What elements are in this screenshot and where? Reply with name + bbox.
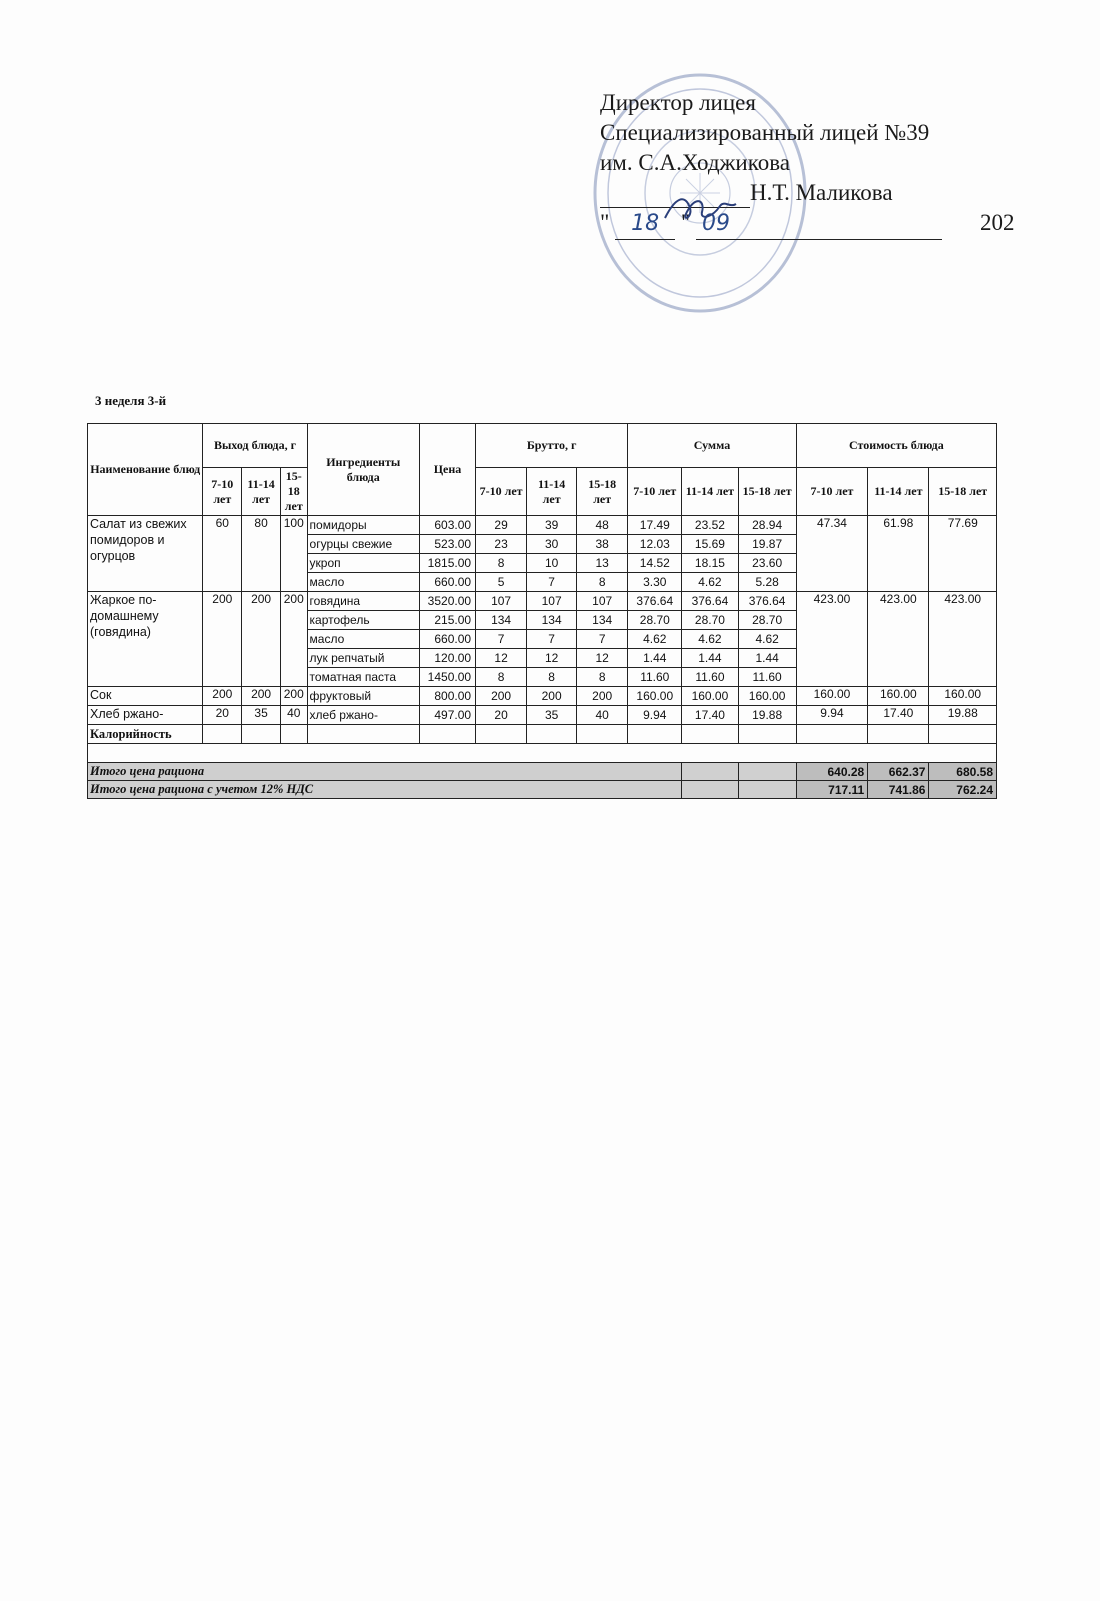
ingredient-name: говядина [307,592,419,611]
ingredient-sum: 376.64 [628,592,682,611]
header-sum-age: 11-14 лет [682,468,738,516]
empty-cell [628,725,682,744]
calories-label: Калорийность [88,725,203,744]
empty-cell [476,725,527,744]
ingredient-sum: 4.62 [682,630,738,649]
week-title: 3 неделя 3-й [95,393,167,408]
ingredient-price: 120.00 [419,649,475,668]
table-subheader-row [88,468,997,516]
ingredient-sum: 1.44 [738,649,796,668]
dish-yield: 200 [281,687,308,706]
total-label: Итого цена рациона с учетом 12% НДС [88,781,682,799]
ingredient-brutto: 134 [577,611,628,630]
ingredient-sum: 3.30 [628,573,682,592]
header-yield-age: 15-18 лет [281,468,308,516]
ingredient-brutto: 200 [527,687,577,706]
total-row [88,763,997,781]
ingredient-sum: 11.60 [628,668,682,687]
date-month: 09 [696,209,942,240]
table-row [88,687,997,706]
header-cost-age: 15-18 лет [929,468,997,516]
ingredient-sum: 28.94 [738,516,796,535]
empty-cell [796,725,867,744]
ingredient-name: фруктовый [307,687,419,706]
dish-cost: 77.69 [929,516,997,592]
dish-yield: 60 [203,516,242,592]
empty-cell [419,725,475,744]
ingredient-brutto: 5 [476,573,527,592]
ingredient-brutto: 8 [476,668,527,687]
date-year: 202 [980,210,1015,235]
dish-name: Хлеб ржано- [88,706,203,725]
empty-cell [527,725,577,744]
ingredient-sum: 17.49 [628,516,682,535]
table-row [88,706,997,725]
ingredient-price: 523.00 [419,535,475,554]
ingredient-sum: 17.40 [682,706,738,725]
header-ingredients: Ингредиенты блюда [307,424,419,516]
school-named-after: им. С.А.Ходжикова [600,150,790,175]
ingredient-brutto: 107 [577,592,628,611]
dish-yield: 200 [203,592,242,687]
ingredient-brutto: 134 [527,611,577,630]
ingredient-brutto: 134 [476,611,527,630]
ingredient-price: 1450.00 [419,668,475,687]
empty-cell [577,725,628,744]
menu-table [87,423,997,799]
empty-cell [738,725,796,744]
ingredient-brutto: 10 [527,554,577,573]
dish-yield: 80 [242,516,281,592]
ingredient-sum: 4.62 [628,630,682,649]
ingredient-brutto: 8 [476,554,527,573]
header-sum-age: 7-10 лет [628,468,682,516]
ingredient-price: 3520.00 [419,592,475,611]
empty-cell [868,725,929,744]
empty-cell [88,744,997,763]
ingredient-price: 215.00 [419,611,475,630]
dish-yield: 100 [281,516,308,592]
ingredient-name: помидоры [307,516,419,535]
dish-yield: 35 [242,706,281,725]
dish-yield: 20 [203,706,242,725]
ingredient-sum: 12.03 [628,535,682,554]
header-cost: Стоимость блюда [796,424,996,468]
ingredient-brutto: 38 [577,535,628,554]
header-yield: Выход блюда, г [203,424,307,468]
ingredient-brutto: 20 [476,706,527,725]
ingredient-price: 660.00 [419,630,475,649]
date-quote-open: " [600,210,610,235]
table-row [88,516,997,535]
total-label: Итого цена рациона [88,763,682,781]
empty-cell [682,725,738,744]
total-value: 640.28 [796,763,867,781]
ingredient-sum: 160.00 [738,687,796,706]
ingredient-name: томатная паста [307,668,419,687]
ingredient-sum: 11.60 [682,668,738,687]
header-brutto-age: 11-14 лет [527,468,577,516]
total-value: 680.58 [929,763,997,781]
ingredient-brutto: 107 [527,592,577,611]
dish-cost: 61.98 [868,516,929,592]
school-name: Специализированный лицей №39 [600,120,930,145]
date-quote-close: " [680,210,691,235]
ingredient-sum: 14.52 [628,554,682,573]
signature-line [600,178,942,208]
ingredient-price: 1815.00 [419,554,475,573]
dish-name: Салат из свежих помидоров и огурцов [88,516,203,592]
spacer-row [88,744,997,763]
ingredient-sum: 160.00 [682,687,738,706]
ingredient-price: 497.00 [419,706,475,725]
header-sum-age: 15-18 лет [738,468,796,516]
header-sum: Сумма [628,424,797,468]
total-value: 662.37 [868,763,929,781]
menu-table-body [88,516,997,799]
dish-cost: 17.40 [868,706,929,725]
ingredient-name: лук репчатый [307,649,419,668]
ingredient-name: укроп [307,554,419,573]
empty-cell [738,763,796,781]
ingredient-price: 800.00 [419,687,475,706]
ingredient-sum: 11.60 [738,668,796,687]
ingredient-sum: 160.00 [628,687,682,706]
dish-cost: 9.94 [796,706,867,725]
header-brutto-age: 7-10 лет [476,468,527,516]
empty-cell [242,725,281,744]
ingredient-sum: 376.64 [682,592,738,611]
ingredient-brutto: 200 [577,687,628,706]
ingredient-name: хлеб ржано- [307,706,419,725]
ingredient-brutto: 8 [577,573,628,592]
header-yield-age: 7-10 лет [203,468,242,516]
ingredient-sum: 1.44 [682,649,738,668]
ingredient-brutto: 13 [577,554,628,573]
ingredient-brutto: 7 [527,573,577,592]
signatory-name: Н.Т. Маликова [750,180,893,205]
ingredient-sum: 23.52 [682,516,738,535]
ingredient-brutto: 7 [577,630,628,649]
dish-yield: 200 [242,592,281,687]
ingredient-name: масло [307,630,419,649]
approval-date [600,208,1015,240]
ingredient-sum: 15.69 [682,535,738,554]
dish-yield: 200 [281,592,308,687]
dish-cost: 160.00 [929,687,997,706]
header-price: Цена [419,424,475,516]
empty-cell [281,725,308,744]
header-dish-name: Наименование блюд [88,424,203,516]
table-row [88,592,997,611]
date-day: 18 [615,209,675,240]
empty-cell [307,725,419,744]
ingredient-sum: 19.87 [738,535,796,554]
ingredient-brutto: 23 [476,535,527,554]
calories-row [88,725,997,744]
ingredient-sum: 19.88 [738,706,796,725]
ingredient-sum: 28.70 [628,611,682,630]
ingredient-sum: 23.60 [738,554,796,573]
ingredient-brutto: 107 [476,592,527,611]
total-value: 741.86 [868,781,929,799]
dish-cost: 47.34 [796,516,867,592]
ingredient-brutto: 30 [527,535,577,554]
ingredient-price: 603.00 [419,516,475,535]
dish-name: Сок [88,687,203,706]
dish-cost: 423.00 [796,592,867,687]
ingredient-sum: 28.70 [682,611,738,630]
header-yield-age: 11-14 лет [242,468,281,516]
ingredient-brutto: 200 [476,687,527,706]
ingredient-sum: 376.64 [738,592,796,611]
ingredient-brutto: 29 [476,516,527,535]
ingredient-brutto: 8 [527,668,577,687]
header-brutto: Брутто, г [476,424,628,468]
empty-cell [682,781,738,799]
ingredient-sum: 4.62 [738,630,796,649]
table-header-row [88,424,997,468]
approval-block [600,88,1015,240]
dish-yield: 200 [203,687,242,706]
empty-cell [203,725,242,744]
total-row [88,781,997,799]
ingredient-sum: 9.94 [628,706,682,725]
dish-yield: 200 [242,687,281,706]
dish-cost: 19.88 [929,706,997,725]
handwritten-signature-icon [660,188,740,228]
ingredient-name: картофель [307,611,419,630]
ingredient-brutto: 48 [577,516,628,535]
ingredient-sum: 18.15 [682,554,738,573]
total-value: 762.24 [929,781,997,799]
header-cost-age: 7-10 лет [796,468,867,516]
empty-cell [738,781,796,799]
total-value: 717.11 [796,781,867,799]
empty-cell [682,763,738,781]
empty-cell [929,725,997,744]
ingredient-brutto: 7 [527,630,577,649]
ingredient-brutto: 12 [527,649,577,668]
dish-cost: 160.00 [868,687,929,706]
director-title: Директор лицея [600,90,756,115]
ingredient-sum: 28.70 [738,611,796,630]
ingredient-sum: 4.62 [682,573,738,592]
ingredient-brutto: 12 [577,649,628,668]
dish-cost: 160.00 [796,687,867,706]
ingredient-brutto: 35 [527,706,577,725]
ingredient-name: огурцы свежие [307,535,419,554]
header-brutto-age: 15-18 лет [577,468,628,516]
ingredient-brutto: 12 [476,649,527,668]
dish-name: Жаркое по-домашнему (говядина) [88,592,203,687]
ingredient-brutto: 7 [476,630,527,649]
ingredient-price: 660.00 [419,573,475,592]
ingredient-brutto: 40 [577,706,628,725]
dish-cost: 423.00 [868,592,929,687]
dish-cost: 423.00 [929,592,997,687]
ingredient-name: масло [307,573,419,592]
dish-yield: 40 [281,706,308,725]
ingredient-sum: 1.44 [628,649,682,668]
header-cost-age: 11-14 лет [868,468,929,516]
ingredient-brutto: 8 [577,668,628,687]
ingredient-brutto: 39 [527,516,577,535]
ingredient-sum: 5.28 [738,573,796,592]
